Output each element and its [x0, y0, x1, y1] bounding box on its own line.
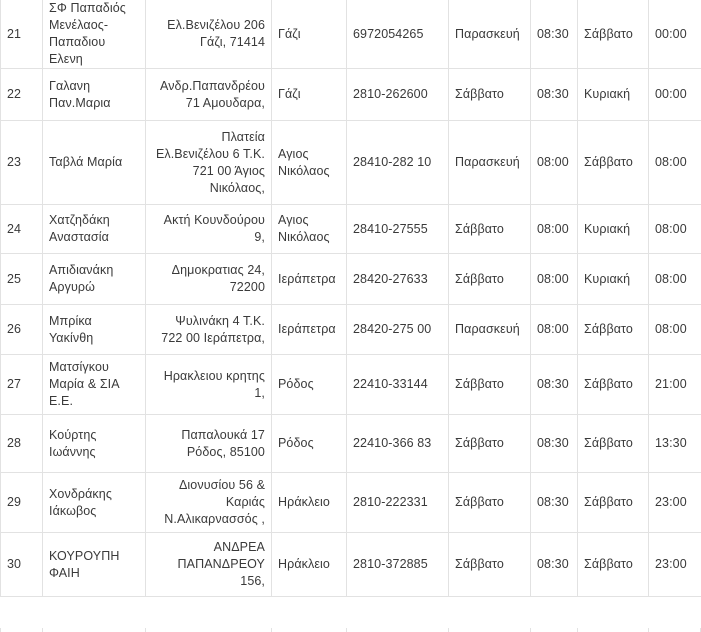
cell-city: Ρόδος: [272, 415, 347, 473]
cell-close-day: Σάββατο: [578, 355, 649, 415]
cell-city: Ηράκλειο: [272, 533, 347, 597]
cell-open-time: 08:30: [531, 533, 578, 597]
cell-phone: 2810-222331: [347, 473, 449, 533]
cell-row-number: 23: [1, 121, 43, 205]
cell-address: Δημοκρατιας 24, 72200: [146, 254, 272, 305]
cell-address: Ανδρ.Παπανδρέου 71 Αμουδαρα,: [146, 69, 272, 121]
cell-row-number: 28: [1, 415, 43, 473]
cell-open-time: 08:00: [531, 305, 578, 355]
cell-open-day: Σάββατο: [449, 254, 531, 305]
cell-open-time: 08:30: [531, 355, 578, 415]
cell-close-time: 00:00: [649, 69, 701, 121]
cell-close-day: Σάββατο: [578, 533, 649, 597]
cell-pharmacist-name: Απιδιανάκη Αργυρώ: [43, 254, 146, 305]
cell-close-day: Κυριακή: [578, 254, 649, 305]
cell-close-day: Σάββατο: [578, 473, 649, 533]
cell-pharmacist-name: Γαλανη Παν.Μαρια: [43, 69, 146, 121]
cell-row-number: 27: [1, 355, 43, 415]
table-row: [1, 305, 701, 355]
cell-open-day: Σάββατο: [449, 69, 531, 121]
cell-city: Αγιος Νικόλαος: [272, 121, 347, 205]
table-row: [1, 533, 701, 597]
cell-phone: 6972054265: [347, 0, 449, 69]
cell-pharmacist-name: Χονδράκης Ιάκωβος: [43, 473, 146, 533]
cell-open-day: Παρασκευή: [449, 305, 531, 355]
cell-close-day: Σάββατο: [578, 305, 649, 355]
cell-address: Ηρακλειου κρητης 1,: [146, 355, 272, 415]
cell-pharmacist-name: Μπρίκα Υακίνθη: [43, 305, 146, 355]
cell-close-time: 00:00: [649, 0, 701, 69]
cell-pharmacist-name: Ταβλά Μαρία: [43, 121, 146, 205]
table-row: [1, 254, 701, 305]
cell-phone: 2810-372885: [347, 533, 449, 597]
cell-address: Διονυσίου 56 & Καριάς Ν.Αλικαρνασσός ,: [146, 473, 272, 533]
cell-close-day: Κυριακή: [578, 69, 649, 121]
table-row: [1, 473, 701, 533]
cell-open-time: 08:00: [531, 254, 578, 305]
table-row: [1, 355, 701, 415]
cell-close-day: Σάββατο: [578, 121, 649, 205]
cell-city: Ιεράπετρα: [272, 305, 347, 355]
cell-open-day: Σάββατο: [449, 473, 531, 533]
cell-phone: 22410-366 83: [347, 415, 449, 473]
cell-close-day: Σάββατο: [578, 415, 649, 473]
cell-open-day: Σάββατο: [449, 533, 531, 597]
cell-phone: 28410-27555: [347, 205, 449, 254]
cell-close-day: Κυριακή: [578, 205, 649, 254]
cell-phone: 2810-262600: [347, 69, 449, 121]
cell-close-time: 08:00: [649, 254, 701, 305]
cell-close-time: 13:30: [649, 415, 701, 473]
table-row: [1, 69, 701, 121]
cell-phone: 28410-282 10: [347, 121, 449, 205]
cell-address: ΑΝΔΡΕΑ ΠΑΠΑΝΔΡΕΟΥ 156,: [146, 533, 272, 597]
cell-city: Γάζι: [272, 0, 347, 69]
cell-row-number: 30: [1, 533, 43, 597]
cell-city: Ρόδος: [272, 355, 347, 415]
cell-phone: 28420-275 00: [347, 305, 449, 355]
cell-row-number: 25: [1, 254, 43, 305]
cell-city: Ιεράπετρα: [272, 254, 347, 305]
cell-close-time: 08:00: [649, 205, 701, 254]
cell-pharmacist-name: ΚΟΥΡΟΥΠΗ ΦΑΙΗ: [43, 533, 146, 597]
cell-address: Ψυλινάκη 4 Τ.Κ. 722 00 Ιεράπετρα,: [146, 305, 272, 355]
cell-close-time: 08:00: [649, 121, 701, 205]
cell-open-time: 08:00: [531, 205, 578, 254]
cell-address: Πλατεία Ελ.Βενιζέλου 6 Τ.Κ. 721 00 Άγιος Νικόλαος,: [146, 121, 272, 205]
cell-row-number: 29: [1, 473, 43, 533]
cell-open-day: Σάββατο: [449, 415, 531, 473]
table-row: [1, 0, 701, 69]
cell-row-number: 22: [1, 69, 43, 121]
cell-row-number: 24: [1, 205, 43, 254]
cell-open-time: 08:30: [531, 415, 578, 473]
table-row: [1, 205, 701, 254]
cell-pharmacist-name: ΣΦ Παπαδιός Μενέλαος-Παπαδιου Ελενη: [43, 0, 146, 69]
cell-city: Αγιος Νικόλαος: [272, 205, 347, 254]
cell-close-time: 23:00: [649, 473, 701, 533]
cell-city: Ηράκλειο: [272, 473, 347, 533]
cell-address: Ελ.Βενιζέλου 206 Γάζι, 71414: [146, 0, 272, 69]
table-continuation: [0, 628, 701, 632]
cell-row-number: 21: [1, 0, 43, 69]
cell-close-time: 08:00: [649, 305, 701, 355]
cell-row-number: 26: [1, 305, 43, 355]
cell-close-time: 23:00: [649, 533, 701, 597]
cell-close-time: 21:00: [649, 355, 701, 415]
cell-open-time: 08:30: [531, 473, 578, 533]
cell-pharmacist-name: Χατζηδάκη Αναστασία: [43, 205, 146, 254]
cell-address: Ακτή Κουνδούρου 9,: [146, 205, 272, 254]
cell-phone: 22410-33144: [347, 355, 449, 415]
cell-close-day: Σάββατο: [578, 0, 649, 69]
cell-pharmacist-name: Ματσίγκου Μαρία & ΣΙΑ Ε.Ε.: [43, 355, 146, 415]
cell-pharmacist-name: Κούρτης Ιωάννης: [43, 415, 146, 473]
cell-open-day: Παρασκευή: [449, 0, 531, 69]
cell-address: Παπαλουκά 17 Ρόδος, 85100: [146, 415, 272, 473]
table-body: [1, 0, 701, 597]
cell-open-time: 08:30: [531, 0, 578, 69]
cell-open-day: Παρασκευή: [449, 121, 531, 205]
table-row: [1, 415, 701, 473]
cell-open-time: 08:00: [531, 121, 578, 205]
cell-phone: 28420-27633: [347, 254, 449, 305]
cell-open-day: Σάββατο: [449, 355, 531, 415]
cell-city: Γάζι: [272, 69, 347, 121]
cell-open-time: 08:30: [531, 69, 578, 121]
table-row: [1, 121, 701, 205]
cell-open-day: Σάββατο: [449, 205, 531, 254]
